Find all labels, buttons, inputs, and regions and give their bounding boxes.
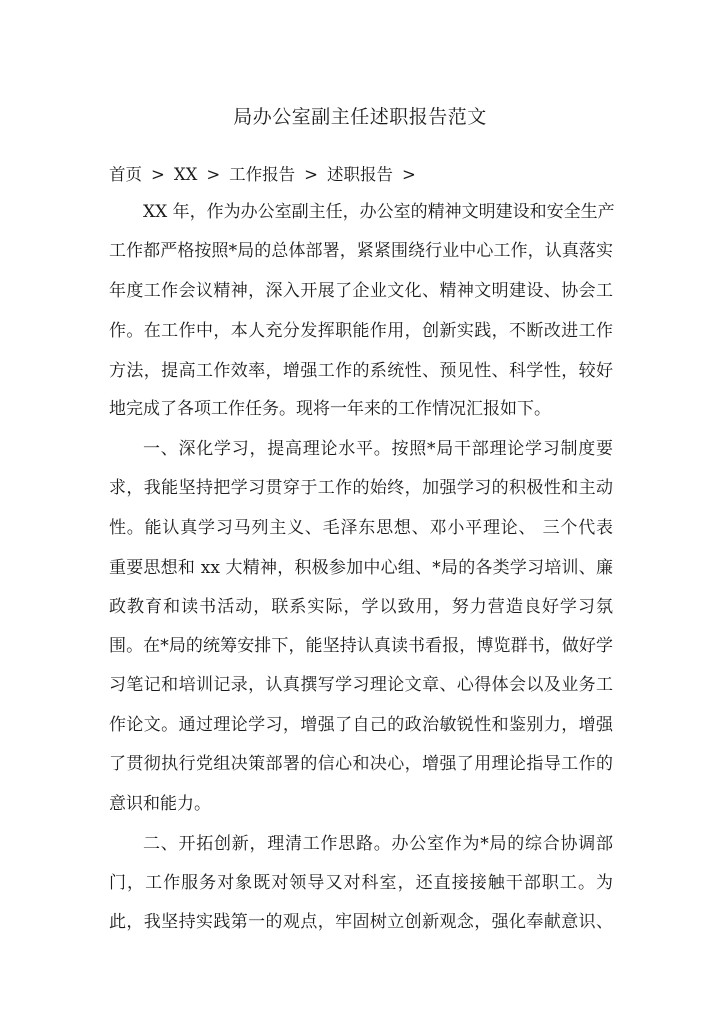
breadcrumb-separator: > — [151, 165, 165, 184]
document-title: 局办公室副主任述职报告范文 — [233, 106, 487, 128]
paragraph-line: 作论文。通过理论学习，增强了自己的政治敏锐性和鉴别力，增强 — [109, 715, 613, 735]
paragraph-line: 作。在工作中，本人充分发挥职能作用，创新实践，不断改进工作 — [109, 321, 613, 341]
paragraph-line: 重要思想和 xx 大精神，积极参加中心组、*局的各类学习培训、廉 — [109, 558, 613, 578]
paragraph-line: 政教育和读书活动，联系实际，学以致用，努力营造良好学习氛 — [109, 597, 613, 617]
breadcrumb-home-link[interactable]: 首页 — [109, 165, 142, 184]
breadcrumb-separator: > — [401, 165, 416, 184]
paragraph-line: 性。能认真学习马列主义、毛泽东思想、邓小平理论、 三个代表 — [109, 518, 613, 538]
paragraph-line: 意识和能力。 — [109, 794, 211, 814]
paragraph-line: 求，我能坚持把学习贯穿于工作的始终，加强学习的积极性和主动 — [109, 478, 613, 498]
breadcrumb-separator: > — [206, 165, 221, 184]
paragraph-line: XX 年，作为办公室副主任，办公室的精神文明建设和安全生产 — [143, 202, 615, 222]
paragraph-line: 年度工作会议精神，深入开展了企业文化、精神文明建设、协会工 — [109, 281, 613, 301]
paragraph-line: 围。在*局的统筹安排下，能坚持认真读书看报，博览群书，做好学 — [109, 636, 613, 656]
paragraph-line: 了贯彻执行党组决策部署的信心和决心，增强了用理论指导工作的 — [109, 754, 613, 774]
paragraph-line: 习笔记和培训记录，认真撰写学习理论文章、心得体会以及业务工 — [109, 675, 613, 695]
breadcrumb — [109, 162, 425, 188]
breadcrumb-work-report-link[interactable]: 工作报告 — [229, 165, 296, 184]
paragraph-line: 地完成了各项工作任务。现将一年来的工作情况汇报如下。 — [109, 399, 551, 419]
breadcrumb-duty-report-link[interactable]: 述职报告 — [326, 165, 393, 184]
paragraph-line: 二、开拓创新，理清工作思路。办公室作为*局的综合协调部 — [143, 834, 613, 854]
paragraph-line: 此，我坚持实践第一的观点，牢固树立创新观念，强化奉献意识、 — [109, 912, 613, 932]
breadcrumb-separator: > — [304, 165, 318, 184]
paragraph-line: 工作都严格按照*局的总体部署，紧紧围绕行业中心工作，认真落实 — [109, 241, 613, 261]
paragraph-line: 一、深化学习，提高理论水平。按照*局干部理论学习制度要 — [143, 439, 613, 459]
paragraph-line: 门，工作服务对象既对领导又对科室，还直接接触干部职工。为 — [109, 873, 613, 893]
breadcrumb-xx-link[interactable]: XX — [173, 165, 198, 184]
paragraph-line: 方法，提高工作效率，增强工作的系统性、预见性、科学性，较好 — [109, 361, 613, 381]
